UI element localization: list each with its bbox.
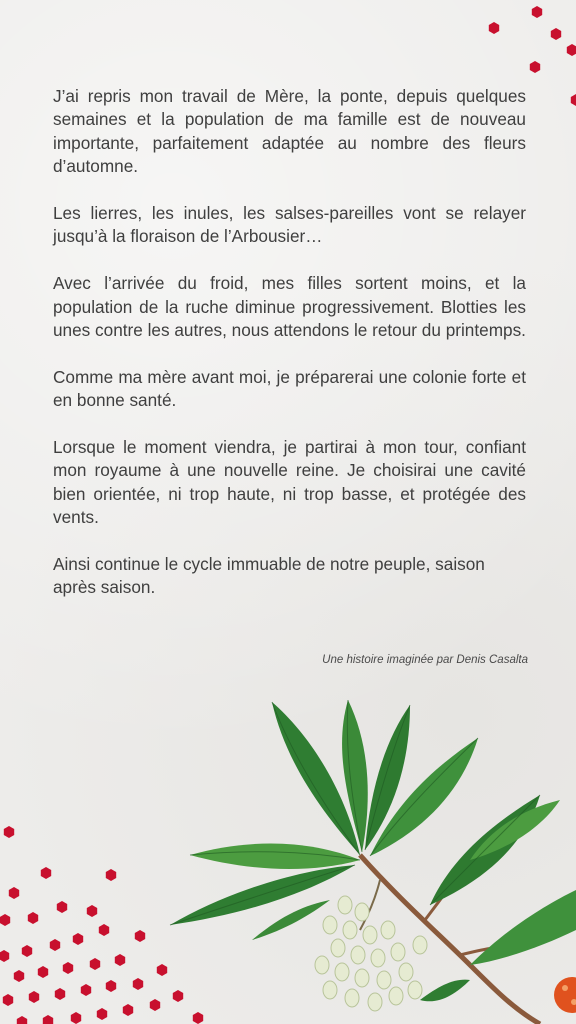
author-credit: Une histoire imaginée par Denis Casalta	[322, 654, 528, 666]
story-paragraph: Ainsi continue le cycle immuable de notre peuple, saison après saison.	[53, 554, 485, 598]
hexagon-dot	[489, 22, 499, 34]
story-paragraph: Lorsque le moment viendra, je partirai à mon tour, confiant mon royaume à une nouvelle reine. Je choisirai une cavité bien orientée, ni trop haute, ni trop basse, et protégée des vents.	[53, 437, 526, 528]
hexagon-dot	[567, 44, 576, 56]
story-paragraph: Les lierres, les inules, les salses-pareilles vont se relayer jusqu’à la floraison de l’Arbousier…	[53, 203, 526, 247]
hexagon-dot	[530, 61, 540, 73]
story-text	[53, 85, 526, 623]
hexagon-dot	[551, 28, 561, 40]
story-paragraph: Comme ma mère avant moi, je préparerai une colonie forte et en bonne santé.	[53, 366, 526, 411]
hexagon-pattern-bottom-icon	[0, 826, 203, 1024]
story-paragraph: Avec l’arrivée du froid, mes filles sortent moins, et la population de la ruche diminue progressivement. Blotties les unes contre les autres, nous attendons le retour du printemps.	[53, 273, 526, 341]
hexagon-dot	[571, 94, 576, 106]
story-paragraph: J’ai repris mon travail de Mère, la ponte, depuis quelques semaines et la population de ma famille est de nouveau importante, parfaitement adaptée au nombre des fleurs d’automne.	[53, 86, 526, 177]
arbutus-branch-illustration-icon	[170, 700, 576, 1024]
hexagon-dot	[532, 6, 542, 18]
